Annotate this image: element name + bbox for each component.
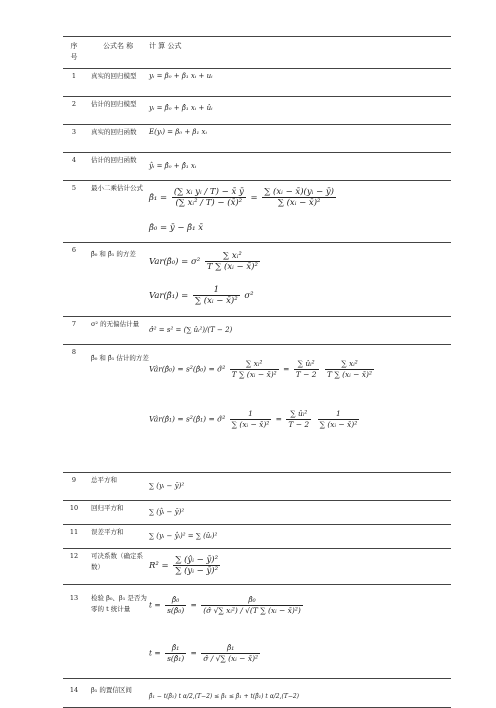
formula: ∑ (yᵢ − ȳ)² xyxy=(149,482,185,490)
formula-r-squared: R² = $\frac{\text{∑ (ŷᵢ − ȳ)²}}{\text{∑ (yᵢ − ȳ)²}}$ xyxy=(149,555,218,576)
row-name: 可决系数（确定系数） xyxy=(91,552,143,571)
row-no: 14 xyxy=(69,686,79,694)
table-row xyxy=(63,124,451,153)
row-name: 总平方和 xyxy=(91,476,117,484)
row-name: 估计的回归函数 xyxy=(91,156,137,164)
table-row xyxy=(63,152,451,181)
table-header-row xyxy=(63,36,451,69)
row-name: 回归平方和 xyxy=(91,504,124,512)
row-no: 11 xyxy=(69,528,79,536)
table-row xyxy=(63,678,451,708)
table-row xyxy=(63,96,451,125)
formula: ∑ (ŷᵢ − ȳ)² xyxy=(149,508,185,516)
table-row xyxy=(63,548,451,585)
formula: E(yᵢ) = β₀ + β₁ xᵢ xyxy=(149,128,207,136)
header-no: 序 号 xyxy=(70,42,78,61)
header-name: 公式名 称 xyxy=(103,42,134,50)
row-no: 7 xyxy=(71,320,77,328)
formula-var-hat-beta1: Vâr(β̂₁) = s²(β̂₁) = σ̂² $\frac{1}{\text{∑ (xᵢ − x̄)²}}$ = $\frac{\text{∑ ûᵢ²}}{T - 2}$ $\frac{1}{\text{∑ (xᵢ − x̄)²}}$ xyxy=(149,409,358,429)
formula: ŷᵢ = β̂₀ + β̂₁ xᵢ xyxy=(149,162,197,170)
table-row xyxy=(63,584,451,679)
table-row xyxy=(63,68,451,97)
row-name: 真实的回归函数 xyxy=(91,128,137,136)
row-no: 4 xyxy=(71,156,77,164)
formula: yᵢ = β̂₀ + β̂₁ xᵢ + ûᵢ xyxy=(149,104,213,112)
row-no: 5 xyxy=(71,184,77,192)
table-row xyxy=(63,316,451,345)
row-name: β̂₀ 和 β̂₁ 的方差 xyxy=(91,250,136,258)
row-name: σ² 的无偏估计量 xyxy=(91,320,140,328)
table-row xyxy=(63,500,451,525)
table-row xyxy=(63,524,451,549)
row-name: 真实的回归模型 xyxy=(91,72,137,80)
row-no: 10 xyxy=(69,504,79,512)
row-no: 6 xyxy=(71,246,77,254)
formula-beta1: β̂₁ = $\frac{\text{(∑ xᵢ yᵢ / T) − x̄ ȳ}}{\text{(∑ xᵢ² / T) − (x̄)²}}$ = $\frac{\text{∑ (xᵢ − x̄)(yᵢ − ȳ)}}{\text{∑ (xᵢ − x̄)²}}$ xyxy=(149,187,334,208)
header-formula: 计 算 公式 xyxy=(149,42,182,50)
formula-beta0: β̂₀ = ȳ − β̂₁ x̄ xyxy=(149,223,203,233)
row-name: 最小二乘估计公式 xyxy=(91,184,143,192)
formula-t-beta0: t = $\frac{\text{β̂₀}}{\text{s(β̂₀)}}$ = $\frac{\text{β̂₀}}{\text{(σ̂ √∑ xᵢ²) / √(T ∑ (xᵢ − x̄)²)}}$ xyxy=(149,595,301,615)
formula-t-beta1: t = $\frac{\text{β̂₁}}{\text{s(β̂₁)}}$ = $\frac{\text{β̂₁}}{\text{σ̂ / √∑ (xᵢ − x̄)²}}$ xyxy=(149,643,259,663)
row-no: 8 xyxy=(71,348,77,356)
row-name: β₁ 的置信区间 xyxy=(91,686,132,694)
row-no: 3 xyxy=(71,128,77,136)
row-name: 误差平方和 xyxy=(91,528,124,536)
formula: ∑ (yᵢ − ŷᵢ)² = ∑ (ûᵢ)² xyxy=(149,532,218,540)
row-no: 12 xyxy=(69,552,79,560)
row-no: 1 xyxy=(71,72,77,80)
row-no: 2 xyxy=(71,100,77,108)
table-row xyxy=(63,180,451,243)
formula-var-beta0: Var(β̂₀) = σ² $\frac{\text{∑ xᵢ²}}{\text{T ∑ (xᵢ − x̄)²}}$ xyxy=(149,251,258,272)
formula-var-hat-beta0: Vâr(β̂₀) = s²(β̂₀) = σ̂² $\frac{\text{∑ xᵢ²}}{\text{T ∑ (xᵢ − x̄)²}}$ = $\frac{\text{∑ ûᵢ²}}{T - 2}$ $\frac{\text{∑ xᵢ²}}{\text{T ∑ (xᵢ − x̄)²}}$ xyxy=(149,359,372,379)
row-no: 9 xyxy=(71,476,77,484)
table-row xyxy=(63,344,451,473)
row-name: 检验 β₀、β₁ 是否为零的 t 统计量 xyxy=(91,594,147,613)
formula-var-beta1: Var(β̂₁) = $\frac{1}{\text{∑ (xᵢ − x̄)²}}$ σ² xyxy=(149,285,254,306)
row-name: 估计的回归模型 xyxy=(91,100,137,108)
formula: β̂₁ − t(β̂₁) t α/2,(T−2) ≤ β₁ ≤ β̂₁ + t(β̂₁) t α/2,(T−2) xyxy=(149,693,300,700)
formula: σ̂² = s² = (∑ ûᵢ²)/(T − 2) xyxy=(149,326,233,334)
table-row xyxy=(63,242,451,317)
table-row xyxy=(63,472,451,501)
row-name: β̂₀ 和 β̂₁ 估计的方差 xyxy=(91,354,149,362)
row-no: 13 xyxy=(69,594,79,602)
formula: yᵢ = β₀ + β₁ xᵢ + uᵢ xyxy=(149,72,213,80)
